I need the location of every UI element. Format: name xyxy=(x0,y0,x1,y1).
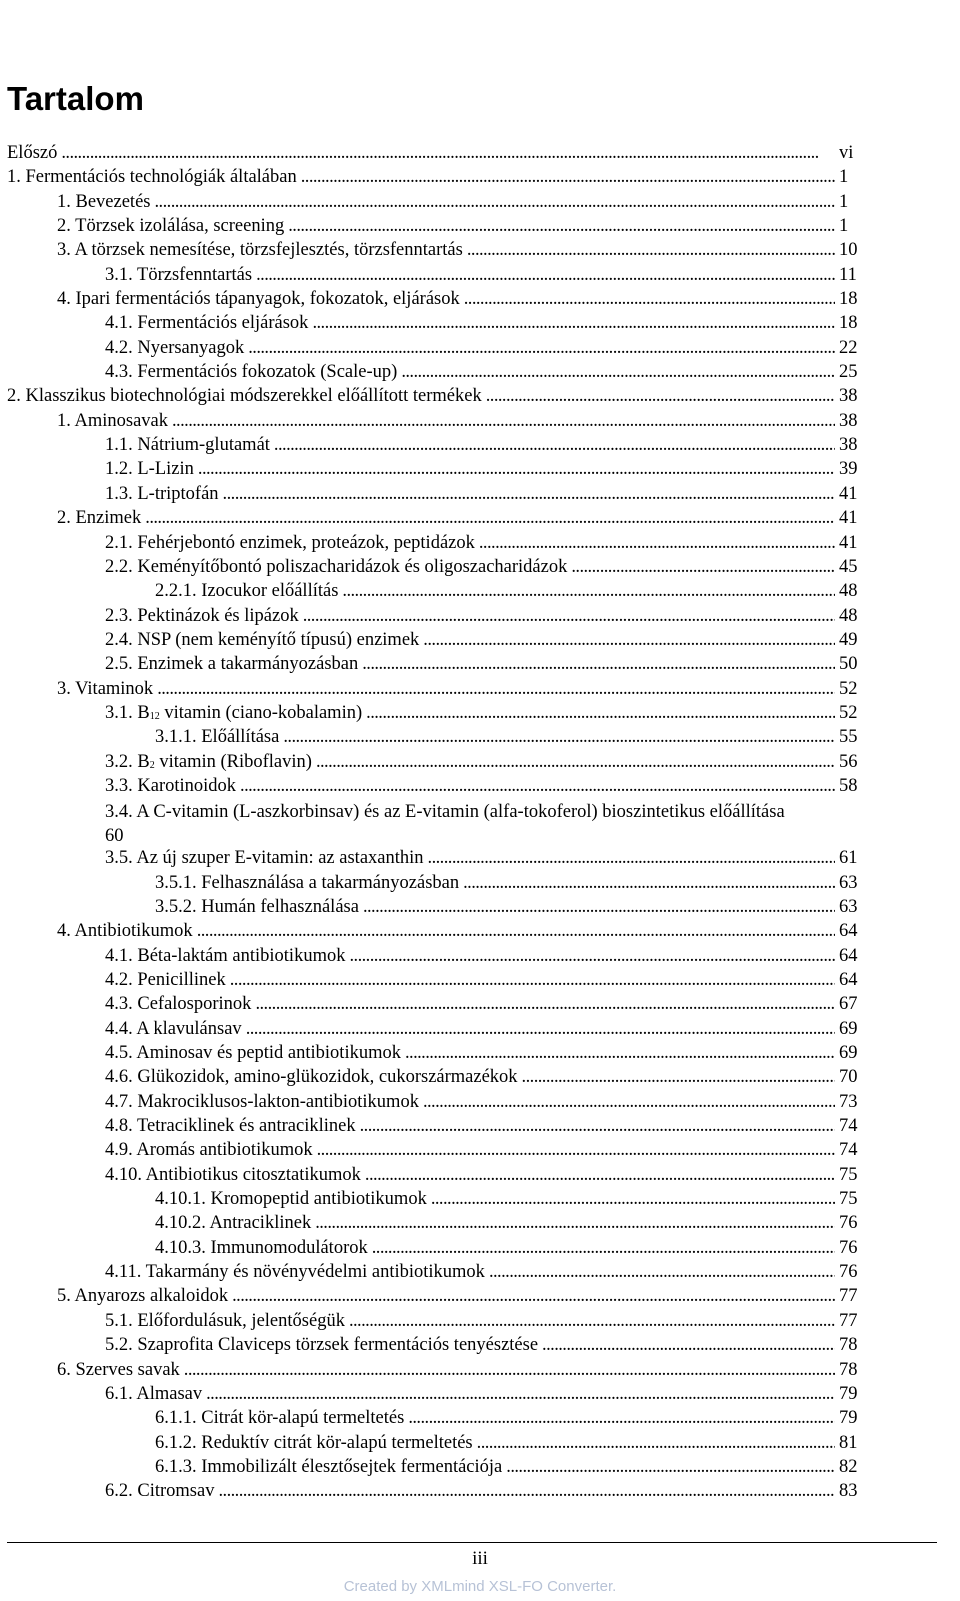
toc-leader-dots xyxy=(542,1335,835,1356)
toc-entry[interactable] xyxy=(7,1384,869,1408)
toc-leader-dots xyxy=(477,1433,835,1454)
toc-entry-title xyxy=(105,703,362,724)
toc-entry-title: 4.10.1. Kromopeptid antibiotikumok xyxy=(155,1189,427,1210)
toc-entry[interactable] xyxy=(7,1457,869,1481)
toc-entry-title: 3.5. Az új szuper E-vitamin: az astaxanthin xyxy=(105,848,424,869)
toc-entry-page: 77 xyxy=(839,1310,858,1331)
toc-entry-title: 3.1. Törzsfenntartás xyxy=(105,264,253,285)
toc-leader-dots xyxy=(317,1140,835,1161)
toc-entry-page: 79 xyxy=(839,1383,858,1404)
toc-entry[interactable] xyxy=(7,994,869,1018)
toc-entry[interactable] xyxy=(7,1311,869,1335)
toc-leader-dots xyxy=(145,508,835,529)
toc-entry-title: 1.2. L-Lizin xyxy=(105,459,194,480)
toc-entry-page: 63 xyxy=(839,872,858,893)
toc-entry-title: 4.7. Makrociklusos-lakton-antibiotikumok xyxy=(105,1091,419,1112)
toc-entry[interactable] xyxy=(7,606,869,630)
toc-leader-dots xyxy=(316,752,835,773)
toc-entry-title: 2. Törzsek izolálása, screening xyxy=(57,216,285,237)
toc-leader-dots xyxy=(283,727,835,748)
toc-entry-title: 4.5. Aminosav és peptid antibiotikumok xyxy=(105,1043,401,1064)
toc-entry[interactable] xyxy=(7,1189,869,1213)
toc-entry-page: 63 xyxy=(839,896,858,917)
toc-leader-dots xyxy=(349,946,835,967)
toc-leader-dots xyxy=(184,1360,835,1381)
toc-leader-dots xyxy=(506,1457,835,1478)
toc-entry-title-part: 3.1. B xyxy=(105,702,150,723)
toc-leader-dots xyxy=(486,386,835,407)
toc-entry-page: 76 xyxy=(839,1213,858,1234)
toc-entry-page: 58 xyxy=(839,775,858,796)
toc-entry-page: 69 xyxy=(839,1018,858,1039)
toc-entry-title: 4.4. A klavulánsav xyxy=(105,1018,242,1039)
toc-leader-dots xyxy=(423,630,835,651)
toc-entry-title: 5.1. Előfordulásuk, jelentőségük xyxy=(105,1310,345,1331)
toc-entry[interactable] xyxy=(7,946,869,970)
toc-entry-page: 22 xyxy=(839,337,858,358)
toc-entry-title: 2.1. Fehérjebontó enzimek, proteázok, peptidázok xyxy=(105,532,475,553)
toc-leader-dots xyxy=(232,1286,835,1307)
toc-entry[interactable] xyxy=(7,240,869,264)
toc-leader-dots xyxy=(230,970,835,991)
toc-leader-dots xyxy=(366,703,835,724)
toc-entry-page: 77 xyxy=(839,1286,858,1307)
toc-entry[interactable] xyxy=(7,338,869,362)
toc-entry[interactable] xyxy=(7,921,869,945)
toc-entry-title: 4.11. Takarmány és növényvédelmi antibiotikumok xyxy=(105,1262,485,1283)
toc-entry-page: 55 xyxy=(839,727,858,748)
toc-leader-dots xyxy=(362,654,835,675)
toc-entry[interactable] xyxy=(7,362,869,386)
toc-entry-title: 3.5.1. Felhasználása a takarmányozásban xyxy=(155,872,460,893)
toc-entry[interactable] xyxy=(7,192,869,216)
toc-entry-title: 1. Fermentációs technológiák általában xyxy=(7,167,297,188)
toc-leader-dots xyxy=(172,411,835,432)
toc-leader-dots xyxy=(431,1189,835,1210)
toc-entry[interactable] xyxy=(7,289,869,313)
toc-leader-dots xyxy=(157,679,835,700)
toc-leader-dots xyxy=(206,1384,835,1405)
toc-entry[interactable] xyxy=(7,1213,869,1237)
toc-entry[interactable] xyxy=(7,557,869,581)
toc-entry-title: 1. Aminosavak xyxy=(57,410,168,431)
toc-entry-title: 4.10. Antibiotikus citosztatikumok xyxy=(105,1164,361,1185)
toc-entry-title-part: vitamin (Riboflavin) xyxy=(154,751,312,772)
toc-entry[interactable] xyxy=(7,970,869,994)
toc-entry-page: 76 xyxy=(839,1237,858,1258)
toc-entry-page: 38 xyxy=(839,435,858,456)
toc-entry[interactable] xyxy=(7,630,869,654)
toc-entry-title: 3. Vitaminok xyxy=(57,678,154,699)
toc-entry[interactable] xyxy=(7,1335,869,1359)
toc-leader-dots xyxy=(342,581,835,602)
toc-entry-page: 38 xyxy=(839,410,858,431)
toc-entry-title-part: vitamin (ciano-kobalamin) xyxy=(159,702,363,723)
toc-entry-page: 11 xyxy=(839,264,857,285)
toc-entry-title: 6.1.1. Citrát kör-alapú termeltetés xyxy=(155,1408,405,1429)
toc-entry-page: 83 xyxy=(839,1481,858,1502)
toc-entry-title: 1.3. L-triptofán xyxy=(105,483,219,504)
toc-entry[interactable] xyxy=(7,459,869,483)
toc-entry-title: 3.4. A C-vitamin (L-aszkorbinsav) és az E-vitamin (alfa-tokoferol) bioszintetikus előállítása xyxy=(105,802,785,823)
toc-entry-page: 41 xyxy=(839,508,858,529)
toc-entry-page: 64 xyxy=(839,945,858,966)
toc-leader-dots xyxy=(365,1165,835,1186)
toc-entry[interactable] xyxy=(7,1043,869,1067)
toc-entry-title: 4. Antibiotikumok xyxy=(57,921,193,942)
toc-entry-page: 50 xyxy=(839,654,858,675)
toc-entry[interactable] xyxy=(7,216,869,240)
toc-entry-title: 4.10.3. Immunomodulátorok xyxy=(155,1237,368,1258)
toc-entry-page: 79 xyxy=(839,1408,858,1429)
toc-entry-page: 52 xyxy=(839,678,858,699)
toc-entry[interactable] xyxy=(7,484,869,508)
toc-entry-title: 4.3. Cefalosporinok xyxy=(105,994,252,1015)
toc-leader-dots xyxy=(479,533,835,554)
toc-leader-dots xyxy=(315,1213,835,1234)
toc-leader-dots xyxy=(274,435,835,456)
toc-leader-dots xyxy=(301,167,835,188)
toc-entry-title: 4.3. Fermentációs fokozatok (Scale-up) xyxy=(105,362,398,383)
toc-entry-page: 81 xyxy=(839,1432,858,1453)
toc-entry-title: 6.2. Citromsav xyxy=(105,1481,215,1502)
toc-entry-page: 41 xyxy=(839,532,858,553)
toc-entry-title: 4.2. Penicillinek xyxy=(105,970,226,990)
toc-entry[interactable] xyxy=(7,143,869,167)
toc-leader-dots xyxy=(349,1311,835,1332)
toc-leader-dots xyxy=(423,1092,835,1113)
toc-entry-title: 2.5. Enzimek a takarmányozásban xyxy=(105,654,359,675)
toc-entry-title: 4.8. Tetraciklinek és antraciklinek xyxy=(105,1116,356,1137)
toc-entry-page: 75 xyxy=(839,1164,858,1185)
toc-entry-page: 74 xyxy=(839,1116,858,1137)
toc-leader-dots xyxy=(360,1116,835,1137)
toc-entry[interactable] xyxy=(7,313,869,337)
toc-entry-page: 70 xyxy=(839,1067,858,1088)
toc-entry-page: 41 xyxy=(839,483,858,504)
table-of-contents xyxy=(7,143,869,1506)
toc-entry-title: 3.1.1. Előállítása xyxy=(155,727,280,748)
toc-leader-dots xyxy=(218,1481,835,1502)
toc-leader-dots xyxy=(61,143,835,164)
toc-leader-dots xyxy=(248,338,835,359)
page-number: iii xyxy=(472,1548,488,1569)
toc-entry[interactable] xyxy=(7,1238,869,1262)
toc-entry-page: 64 xyxy=(839,921,858,942)
toc-entry[interactable] xyxy=(7,435,869,459)
toc-leader-dots xyxy=(405,1043,835,1064)
toc-entry[interactable] xyxy=(7,727,869,751)
toc-leader-dots xyxy=(489,1262,835,1283)
toc-entry[interactable] xyxy=(7,679,869,703)
toc-entry[interactable] xyxy=(7,411,869,435)
toc-entry-page: 1 xyxy=(839,191,849,212)
toc-entry-title: 4.1. Fermentációs eljárások xyxy=(105,313,309,334)
toc-leader-dots xyxy=(255,994,835,1015)
toc-entry-page: 76 xyxy=(839,1262,858,1283)
toc-entry-page: 60 xyxy=(105,826,124,847)
toc-entry-title: 5.2. Szaprofita Claviceps törzsek fermentációs tenyésztése xyxy=(105,1335,539,1356)
toc-entry-page: 52 xyxy=(839,702,858,723)
toc-entry-title: 4.9. Aromás antibiotikumok xyxy=(105,1140,313,1161)
toc-leader-dots xyxy=(408,1408,835,1429)
toc-entry-page: vi xyxy=(839,143,854,163)
toc-leader-dots xyxy=(240,776,835,797)
toc-leader-dots xyxy=(464,289,835,310)
toc-leader-dots xyxy=(463,873,835,894)
toc-entry-subscript: 2 xyxy=(149,759,155,771)
toc-entry[interactable] xyxy=(7,897,869,921)
page-title: Tartalom xyxy=(7,80,144,117)
toc-entry-title: 2.3. Pektinázok és lipázok xyxy=(105,605,299,626)
toc-entry[interactable] xyxy=(7,752,869,776)
toc-entry-title: 2.2.1. Izocukor előállítás xyxy=(155,581,339,602)
toc-entry[interactable] xyxy=(7,1092,869,1116)
toc-entry-page: 73 xyxy=(839,1091,858,1112)
toc-entry-page: 18 xyxy=(839,289,858,310)
toc-entry-title: 4. Ipari fermentációs tápanyagok, fokozatok, eljárások xyxy=(57,289,460,310)
toc-leader-dots xyxy=(155,192,836,213)
toc-entry-title: 2.2. Keményítőbontó poliszacharidázok és oligoszacharidázok xyxy=(105,556,568,577)
watermark: Created by XMLmind XSL-FO Converter. xyxy=(343,1578,617,1595)
toc-entry-title: 6.1. Almasav xyxy=(105,1383,203,1404)
toc-entry[interactable] xyxy=(7,1433,869,1457)
toc-entry-page: 48 xyxy=(839,581,858,602)
toc-entry[interactable] xyxy=(7,654,869,678)
toc-entry[interactable] xyxy=(7,1140,869,1164)
toc-entry-title: 2. Klasszikus biotechnológiai módszerekkel előállított termékek xyxy=(7,386,482,407)
toc-entry-page: 69 xyxy=(839,1043,858,1064)
toc-entry-title: 6.1.2. Reduktív citrát kör-alapú termeltetés xyxy=(155,1432,473,1453)
toc-entry-page: 18 xyxy=(839,313,858,334)
toc-entry-title-part: 3.2. B xyxy=(105,751,150,772)
toc-entry[interactable] xyxy=(7,533,869,557)
toc-entry[interactable] xyxy=(7,1286,869,1310)
toc-entry-title: 2. Enzimek xyxy=(57,508,142,529)
toc-entry[interactable] xyxy=(7,1019,869,1043)
toc-entry-page: 1 xyxy=(839,167,849,188)
toc-leader-dots xyxy=(467,240,835,261)
toc-entry[interactable] xyxy=(7,1067,869,1091)
toc-entry-page: 45 xyxy=(839,556,858,577)
toc-entry-page: 61 xyxy=(839,848,858,869)
toc-entry-title: Előszó xyxy=(7,143,58,163)
toc-entry[interactable] xyxy=(7,386,869,410)
toc-entry[interactable] xyxy=(7,1262,869,1286)
toc-entry[interactable] xyxy=(7,1408,869,1432)
toc-entry-page: 48 xyxy=(839,605,858,626)
toc-entry-title: 3.5.2. Humán felhasználása xyxy=(155,896,359,917)
toc-entry-page: 1 xyxy=(839,216,849,237)
toc-entry-title: 4.6. Glükozidok, amino-glükozidok, cukorszármazékok xyxy=(105,1067,518,1088)
toc-leader-dots xyxy=(256,265,835,286)
toc-entry-title: 3. A törzsek nemesítése, törzsfejlesztés, törzsfenntartás xyxy=(57,240,463,261)
toc-leader-dots xyxy=(288,216,835,237)
toc-leader-dots xyxy=(197,921,835,942)
toc-leader-dots xyxy=(428,848,835,869)
toc-entry[interactable] xyxy=(7,1165,869,1189)
toc-entry-page: 67 xyxy=(839,994,858,1015)
toc-leader-dots xyxy=(303,606,835,627)
toc-entry-page: 25 xyxy=(839,362,858,383)
toc-entry-title: 4.1. Béta-laktám antibiotikumok xyxy=(105,945,346,966)
toc-entry-title: 3.3. Karotinoidok xyxy=(105,775,237,796)
toc-entry-page: 64 xyxy=(839,970,858,990)
toc-entry-title xyxy=(105,752,312,773)
toc-entry-subscript: 12 xyxy=(149,710,160,722)
toc-entry-page: 10 xyxy=(839,240,858,261)
toc-entry[interactable] xyxy=(7,703,869,727)
toc-entry[interactable] xyxy=(7,776,869,800)
toc-entry-title: 2.4. NSP (nem keményítő típusú) enzimek xyxy=(105,629,420,650)
toc-leader-dots xyxy=(571,557,835,578)
toc-leader-dots xyxy=(312,313,835,334)
toc-entry[interactable] xyxy=(7,1481,869,1505)
toc-entry-page: 74 xyxy=(839,1140,858,1161)
toc-entry[interactable] xyxy=(7,848,869,872)
toc-leader-dots xyxy=(198,459,835,480)
toc-entry[interactable] xyxy=(7,800,869,848)
toc-entry-title: 1.1. Nátrium-glutamát xyxy=(105,435,270,456)
toc-leader-dots xyxy=(246,1019,835,1040)
toc-entry-title: 6. Szerves savak xyxy=(57,1359,180,1380)
toc-entry[interactable] xyxy=(7,581,869,605)
toc-entry-page: 75 xyxy=(839,1189,858,1210)
toc-entry-title: 4.10.2. Antraciklinek xyxy=(155,1213,312,1234)
toc-leader-dots xyxy=(401,362,835,383)
toc-entry-page: 49 xyxy=(839,629,858,650)
toc-entry[interactable] xyxy=(7,265,869,289)
toc-entry-page: 82 xyxy=(839,1456,858,1477)
toc-leader-dots xyxy=(522,1067,835,1088)
toc-entry[interactable] xyxy=(7,167,869,191)
footer-divider xyxy=(7,1542,937,1543)
toc-entry[interactable] xyxy=(7,508,869,532)
toc-entry-title: 1. Bevezetés xyxy=(57,191,151,212)
toc-leader-dots xyxy=(372,1238,835,1259)
toc-entry-title: 4.2. Nyersanyagok xyxy=(105,337,245,358)
toc-entry-page: 38 xyxy=(839,386,858,407)
toc-entry-page: 78 xyxy=(839,1335,858,1356)
toc-entry[interactable] xyxy=(7,1116,869,1140)
toc-leader-dots xyxy=(223,484,835,505)
toc-entry[interactable] xyxy=(7,1360,869,1384)
toc-leader-dots xyxy=(363,897,835,918)
toc-entry-page: 56 xyxy=(839,751,858,772)
toc-entry-title: 6.1.3. Immobilizált élesztősejtek fermentációja xyxy=(155,1456,503,1477)
toc-entry-title: 5. Anyarozs alkaloidok xyxy=(57,1286,229,1307)
toc-entry-page: 78 xyxy=(839,1359,858,1380)
toc-entry[interactable] xyxy=(7,873,869,897)
toc-entry-page: 39 xyxy=(839,459,858,480)
